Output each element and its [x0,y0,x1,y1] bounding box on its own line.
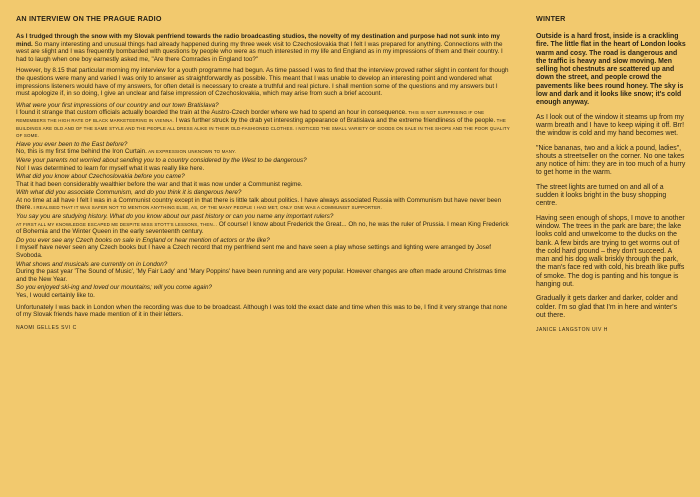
answer-text: I found it strange that custom officials actually boarded the train at the Austro-Czech border where we had to spend an hour in consequence. [16,109,407,117]
article-title: AN INTERVIEW ON THE PRAGUE RADIO [16,14,162,23]
answer-note: I REALISED THAT IT WAS SAFER NOT TO MENTION ANYTHING ELSE, AS, OF THE MANY PEOPLE I HAD MET, ONLY ONE WAS A COMMUNIST SUPPORTER. [32,205,382,211]
interview-question: With what did you associate Communism, and do you think it is dangerous here? [16,189,242,197]
interview-question: Do you ever see any Czech books on sale in England or hear mention of actors or the like? [16,236,270,244]
article-closing: Unfortunately I was back in London when the recording was due to be broadcast. Although I was told the exact date and time when this was to be, I find it very strange that none of my Slovak friends have made mention of it in their letters. [16,303,508,319]
qa-item [16,189,511,212]
poem-column [536,14,686,338]
poem-stanza: Gradually it gets darker and darker, colder and colder. I'm so glad that I'm in here and winter's out there. [536,295,678,319]
qa-item [16,261,511,284]
qa-item [16,141,511,156]
interview-answer: During the past year 'The Sound of Music', 'My Fair Lady' and 'Mary Poppins' have been running and are very popular. However changes are often made around Christmas time and the New Year. [16,268,507,283]
article-column [16,14,511,335]
interview-answer [16,197,511,212]
answer-text-2: I was further struck by the drab yet interesting appearance of Bratislava and the extreme friendliness of the people. [173,116,496,124]
poem-stanza: Having seen enough of shops, I move to another window. The trees in the park are bare; the lake looks cold and unwelcome to the ducks on the bank. A few birds are trying to get worms out of the cold hard ground – they don't succeed. A man and his dog walk briskly through the park, the man's face red with cold, his breath like puffs of smoke. The dog is panting and his tongue is hanging out. [536,214,685,289]
answer-note: AN EXPRESSION UNKNOWN TO MANY. [146,149,237,155]
interview-question: What were your first impressions of our country and our town Bratislava? [16,101,219,109]
interview-answer: That it had been considerably wealthier before the war and that it was now under a Communist regime. [16,180,303,188]
qa-item [16,157,511,172]
answer-text: At no time at all have I felt I was in a Communist country except in that there is little talk about politics. I have always associated Russia with Communism but have never been there. [16,196,502,212]
interview-question: Have you ever been to the East before? [16,140,128,148]
poem-stanza: Outside is a hard frost, inside is a crackling fire. The little flat in the heart of London looks warm and cosy. The road is dangerous and the traffic is heavy and slow moving. Men selling hot chestnuts are scattered up and down the street, and people crowd the pavements like bees round honey. The sky is low and dark and it looks like snow; it's cold enough anyway. [536,33,686,107]
interview-answer [16,148,511,156]
article-intro: As I trudged through the snow with my Slovak penfriend towards the radio broadcasting studios, the novelty of my destination and purpose had not sunk into my mind. [16,33,500,48]
qa-item [16,102,511,140]
article-paragraph-1 [16,33,511,63]
interview-answer [16,221,511,236]
qa-item [16,173,511,188]
poem-signature: JANICE LANGSTON UIV H [536,327,608,334]
poem-stanza: The street lights are turned on and all of a sudden it looks bright in the busy shopping centre. [536,183,667,208]
answer-note: AT FIRST ALL MY KNOWLEDGE ESCAPED ME DESPITE MISS STOTT'S LESSONS, THEN... [16,221,218,227]
answer-text: No, this is my first time behind the Iron Curtain. [16,148,147,156]
interview-question: So you enjoyed ski-ing and loved our mountains; will you come again? [16,284,213,292]
qa-item [16,284,511,299]
poem-stanza: "Nice bananas, two and a kick a pound, ladies", shouts a streetseller on the corner. No one takes any notice of him: they are in too much of a hurry to get home in the warm. [536,144,686,177]
article-signature: NAOMI GELLES SVI C [16,324,77,331]
interview-answer [16,109,511,139]
interview-question: What shows and musicals are currently on in London? [16,260,168,268]
answer-text-2: Of course! I know about Frederick the Great... Oh no, he was the ruler of Prussia. I mean King Frederick of Bohemia and the Winter Queen in the early seventeenth century. [16,220,509,236]
poem-stanza: As I look out of the window it steams up from my warm breath and I have to keep wiping it off. Brr! the window is cold and my hand becomes wet. [536,113,685,138]
interview-question: You say you are studying history. What do you know about our past history or can you name any important rulers? [16,213,334,221]
answer-note-2: THE BUILDINGS ARE OLD AND OF THE SAME STYLE AND THE PEOPLE ALL DRESS ALIKE IN THEIR OLD-FASHIONED CLOTHES. I NOTICED THE SMALL VARIETY OF GOODS ON SALE IN THE SHOPS AND THE POOR QUALITY OF SOME. [16,117,510,139]
interview-question: Were your parents not worried about sending you to a country considered by the West to be dangerous? [16,156,307,164]
poem-title: WINTER [536,14,566,23]
answer-note: THIS IS NOT SURPRISING IF ONE REMEMBERS THE HIGH RATE OF BLACK MARKETEERING IN VIENNA. [16,110,485,123]
interview-answer: I myself have never seen any Czech books but I have a Czech record that my penfriend sent me and have seen a play whose settings and lighting were arranged by Josef Svoboda. [16,244,491,260]
article-paragraph-2: However, by 8.15 that particular morning my interview for a youth programme had begun. As time passed I was to find that the interview proved rather slight in content for though the questions were many and varied I was only to answer as straightforwardly as possible. This meant that I was unable to develop an interesting point and wondered what impressions listeners would have of my answers, for often detail is necessary to create a truthful and real picture. I shall mention some of the questions and my answers but I must apologize if, in so doing, I give an unclear and false impression of Czechoslovakia, which may arise from such a brief account. [16,67,509,98]
qa-item [16,237,511,260]
interview-answer: Yes, I would certainly like to. [16,292,95,299]
interview-answer: No! I was determined to learn for myself what it was really like here. [16,164,205,172]
interview-question: What did you know about Czechoslovakia before you came? [16,173,185,181]
qa-item [16,213,511,236]
article-paragraph-1-rest: So many interesting and unusual things had already happened during my three week visit to Czechoslovakia that I felt I was prepared for anything. Connections with the west are slight and I was frequently bombarded with questions by people who were as much interested in my life and England as in my impressions of them and their country. I had to laugh when one boy earnestly asked me, "Are there Comrades in England too?" [16,40,503,63]
